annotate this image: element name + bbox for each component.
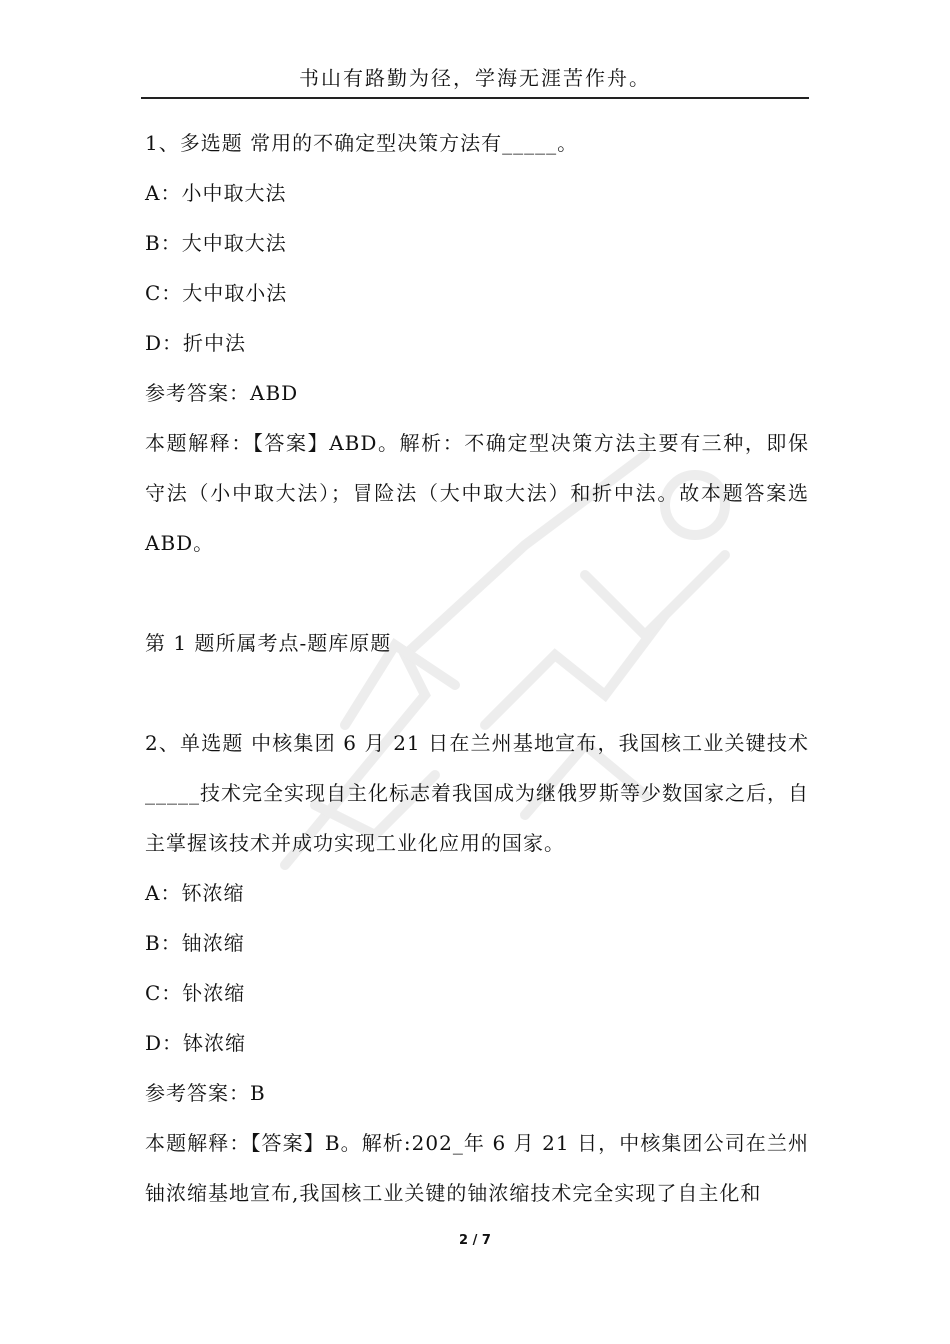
question-2-explanation: 本题解释：【答案】B。解析:202_年 6 月 21 日，中核集团公司在兰州铀浓缩基地宣布,我国核工业关键的铀浓缩技术完全实现了自主化和: [145, 1131, 809, 1205]
question-2-option-c: C：钋浓缩: [145, 981, 246, 1005]
question-1-option-c: C：大中取小法: [145, 281, 288, 305]
question-2-option-d: D：钵浓缩: [145, 1031, 247, 1055]
question-1-stem: 1、多选题 常用的不确定型决策方法有_____。: [145, 131, 579, 155]
question-2-option-b: B：铀浓缩: [145, 931, 245, 955]
question-1-option-a: A：小中取大法: [145, 181, 287, 205]
question-1-explanation: 本题解释：【答案】ABD。解析：不确定型决策方法主要有三种，即保守法（小中取大法）；冒险法（大中取大法）和折中法。故本题答案选 ABD。: [145, 431, 809, 555]
page-header-motto: 书山有路勤为径，学海无涯苦作舟。: [299, 66, 651, 90]
question-1-topic: 第 1 题所属考点-题库原题: [145, 631, 392, 655]
spacer: [145, 668, 809, 718]
question-2-answer: 参考答案：B: [145, 1081, 266, 1105]
question-1-option-d: D：折中法: [145, 331, 247, 355]
question-1-option-b: B：大中取大法: [145, 231, 287, 255]
question-2-option-a: A：钚浓缩: [145, 881, 245, 905]
spacer: [145, 568, 809, 618]
header-divider: [141, 97, 809, 99]
document-body: [145, 118, 809, 1218]
question-2-stem: 2、单选题 中核集团 6 月 21 日在兰州基地宣布，我国核工业关键技术_____技术完全实现自主化标志着我国成为继俄罗斯等少数国家之后，自主掌握该技术并成功实现工业化应用的国家。: [145, 731, 809, 855]
page-number: 2 / 7: [459, 1233, 491, 1248]
question-1-answer: 参考答案：ABD: [145, 381, 299, 405]
